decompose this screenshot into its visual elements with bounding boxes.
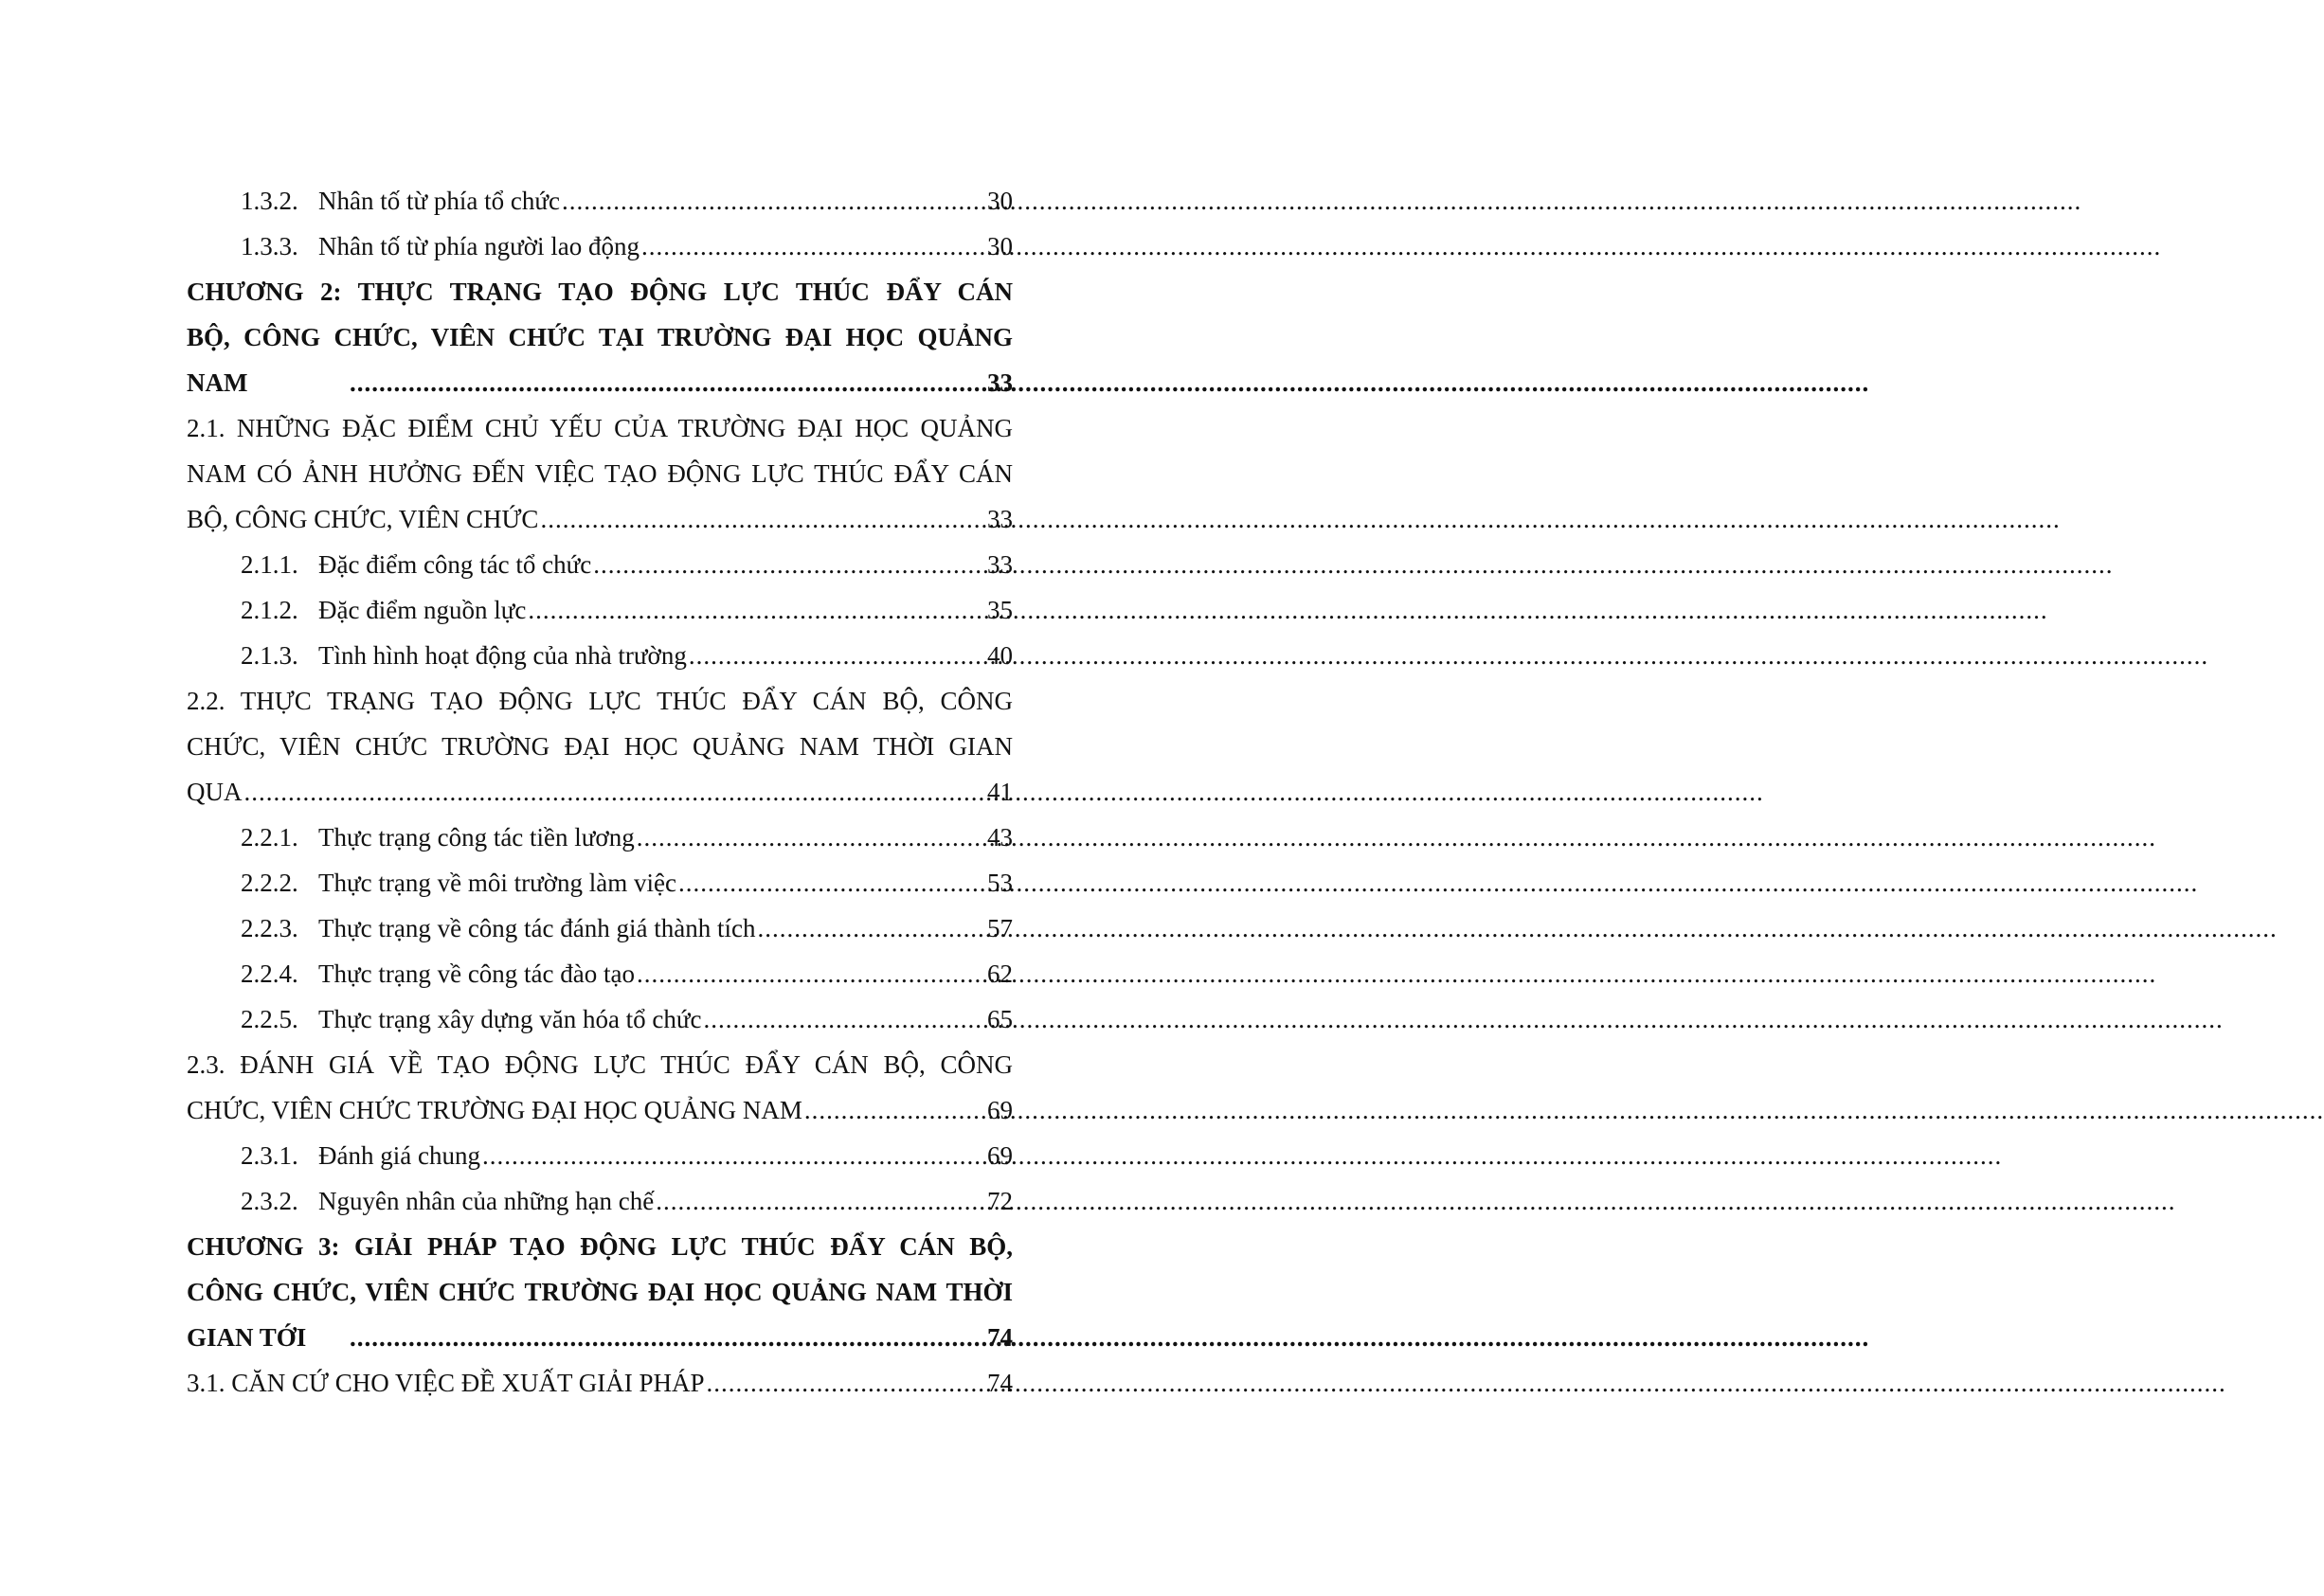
- entry-page: 33: [987, 505, 1013, 533]
- entry-number: 2.1.3.: [241, 641, 298, 670]
- dot-leader: [593, 542, 983, 587]
- section-title-line: 2.2. THỰC TRẠNG TẠO ĐỘNG LỰC THÚC ĐẨY CÁN BỘ, CÔNG: [187, 687, 1013, 715]
- toc-section-2-2[interactable]: [187, 678, 1013, 815]
- entry-number: 2.3.2.: [241, 1187, 298, 1215]
- entry-page: 57: [987, 914, 1013, 942]
- toc-entry-2-2-4[interactable]: [187, 951, 1013, 996]
- entry-page: 62: [987, 959, 1013, 988]
- entry-page: 69: [987, 1141, 1013, 1170]
- dot-leader: [637, 951, 983, 996]
- toc-entry-2-1-1[interactable]: [187, 542, 1013, 587]
- dot-leader: [482, 1133, 983, 1178]
- section-title-line: 2.3. ĐÁNH GIÁ VỀ TẠO ĐỘNG LỰC THÚC ĐẨY CÁN BỘ, CÔNG: [187, 1050, 1013, 1079]
- dot-leader: [804, 1087, 983, 1133]
- section-title-line: BỘ, CÔNG CHỨC, VIÊN CHỨC: [187, 505, 539, 533]
- toc-entry-2-2-1[interactable]: [187, 815, 1013, 860]
- table-of-contents: [187, 178, 1013, 1406]
- chapter-title-line: CÔNG CHỨC, VIÊN CHỨC TRƯỜNG ĐẠI HỌC QUẢNG NAM THỜI: [187, 1278, 1013, 1306]
- entry-number: 2.2.4.: [241, 959, 298, 988]
- entry-title: Đặc điểm công tác tổ chức: [318, 550, 592, 579]
- dot-leader: [350, 1315, 983, 1360]
- entry-page: 35: [987, 596, 1013, 624]
- entry-number: 1.3.2.: [241, 187, 298, 215]
- dot-leader: [757, 906, 983, 951]
- chapter-title-line: BỘ, CÔNG CHỨC, VIÊN CHỨC TẠI TRƯỜNG ĐẠI HỌC QUẢNG: [187, 323, 1013, 351]
- entry-number: 2.2.2.: [241, 869, 298, 897]
- entry-page: 65: [987, 1005, 1013, 1033]
- chapter-title-line: GIAN TỚI: [187, 1323, 307, 1352]
- section-title-line: 2.1. NHỮNG ĐẶC ĐIỂM CHỦ YẾU CỦA TRƯỜNG ĐẠI HỌC QUẢNG: [187, 414, 1013, 442]
- entry-number: 2.2.3.: [241, 914, 298, 942]
- dot-leader: [637, 815, 983, 860]
- dot-leader: [704, 996, 983, 1042]
- entry-page: 30: [987, 187, 1013, 215]
- toc-entry-2-2-3[interactable]: [187, 906, 1013, 951]
- section-title-line: QUA: [187, 778, 243, 806]
- dot-leader: [678, 860, 983, 906]
- section-title-line: NAM CÓ ẢNH HƯỞNG ĐẾN VIỆC TẠO ĐỘNG LỰC THÚC ĐẨY CÁN: [187, 459, 1013, 488]
- chapter-title-line: CHƯƠNG 2: THỰC TRẠNG TẠO ĐỘNG LỰC THÚC ĐẨY CÁN: [187, 278, 1013, 306]
- dot-leader: [689, 633, 983, 678]
- entry-number: 2.3.1.: [241, 1141, 298, 1170]
- entry-number: 2.2.5.: [241, 1005, 298, 1033]
- toc-entry-2-1-2[interactable]: [187, 587, 1013, 633]
- entry-page: 43: [987, 823, 1013, 852]
- entry-number: 2.2.1.: [241, 823, 298, 852]
- entry-title: Thực trạng về công tác đào tạo: [318, 959, 635, 988]
- entry-page: 30: [987, 232, 1013, 260]
- entry-page: 53: [987, 869, 1013, 897]
- toc-section-2-1[interactable]: [187, 405, 1013, 542]
- entry-title: Thực trạng công tác tiền lương: [318, 823, 635, 852]
- toc-entry-1-3-3[interactable]: [187, 224, 1013, 269]
- dot-leader: [656, 1178, 983, 1224]
- entry-page: 41: [987, 778, 1013, 806]
- entry-page: 33: [987, 368, 1013, 397]
- entry-title: Nhân tố từ phía người lao động: [318, 232, 640, 260]
- dot-leader: [350, 360, 983, 405]
- dot-leader: [540, 496, 983, 542]
- chapter-title-line: CHƯƠNG 3: GIẢI PHÁP TẠO ĐỘNG LỰC THÚC ĐẨY CÁN BỘ,: [187, 1232, 1013, 1261]
- entry-page: 74: [987, 1369, 1013, 1397]
- entry-title: Đặc điểm nguồn lực: [318, 596, 527, 624]
- toc-entry-2-3-2[interactable]: [187, 1178, 1013, 1224]
- entry-title: Nguyên nhân của những hạn chế: [318, 1187, 655, 1215]
- entry-title: Nhân tố từ phía tổ chức: [318, 187, 560, 215]
- entry-number: 2.1.2.: [241, 596, 298, 624]
- entry-number: 1.3.3.: [241, 232, 298, 260]
- dot-leader: [641, 224, 983, 269]
- dot-leader: [706, 1360, 983, 1406]
- toc-chapter-2[interactable]: [187, 269, 1013, 405]
- toc-entry-2-2-5[interactable]: [187, 996, 1013, 1042]
- entry-title: Thực trạng xây dựng văn hóa tổ chức: [318, 1005, 702, 1033]
- entry-page: 69: [987, 1096, 1013, 1124]
- section-title-line: CHỨC, VIÊN CHỨC TRƯỜNG ĐẠI HỌC QUẢNG NAM: [187, 1096, 802, 1124]
- entry-title: Tình hình hoạt động của nhà trường: [318, 641, 687, 670]
- entry-title: Thực trạng về công tác đánh giá thành tích: [318, 914, 756, 942]
- entry-title: Thực trạng về môi trường làm việc: [318, 869, 676, 897]
- dot-leader: [562, 178, 983, 224]
- entry-page: 72: [987, 1187, 1013, 1215]
- toc-chapter-3[interactable]: [187, 1224, 1013, 1360]
- entry-page: 40: [987, 641, 1013, 670]
- dot-leader: [244, 769, 984, 815]
- section-title-line: 3.1. CĂN CỨ CHO VIỆC ĐỀ XUẤT GIẢI PHÁP: [187, 1369, 705, 1397]
- toc-section-3-1[interactable]: [187, 1360, 1013, 1406]
- toc-entry-2-1-3[interactable]: [187, 633, 1013, 678]
- entry-title: Đánh giá chung: [318, 1141, 480, 1170]
- entry-page: 33: [987, 550, 1013, 579]
- section-title-line: CHỨC, VIÊN CHỨC TRƯỜNG ĐẠI HỌC QUẢNG NAM THỜI GIAN: [187, 732, 1013, 761]
- dot-leader: [528, 587, 983, 633]
- toc-entry-2-3-1[interactable]: [187, 1133, 1013, 1178]
- toc-entry-1-3-2[interactable]: [187, 178, 1013, 224]
- entry-page: 74: [987, 1323, 1013, 1352]
- chapter-title-line: NAM: [187, 368, 248, 397]
- toc-section-2-3[interactable]: [187, 1042, 1013, 1133]
- entry-number: 2.1.1.: [241, 550, 298, 579]
- toc-entry-2-2-2[interactable]: [187, 860, 1013, 906]
